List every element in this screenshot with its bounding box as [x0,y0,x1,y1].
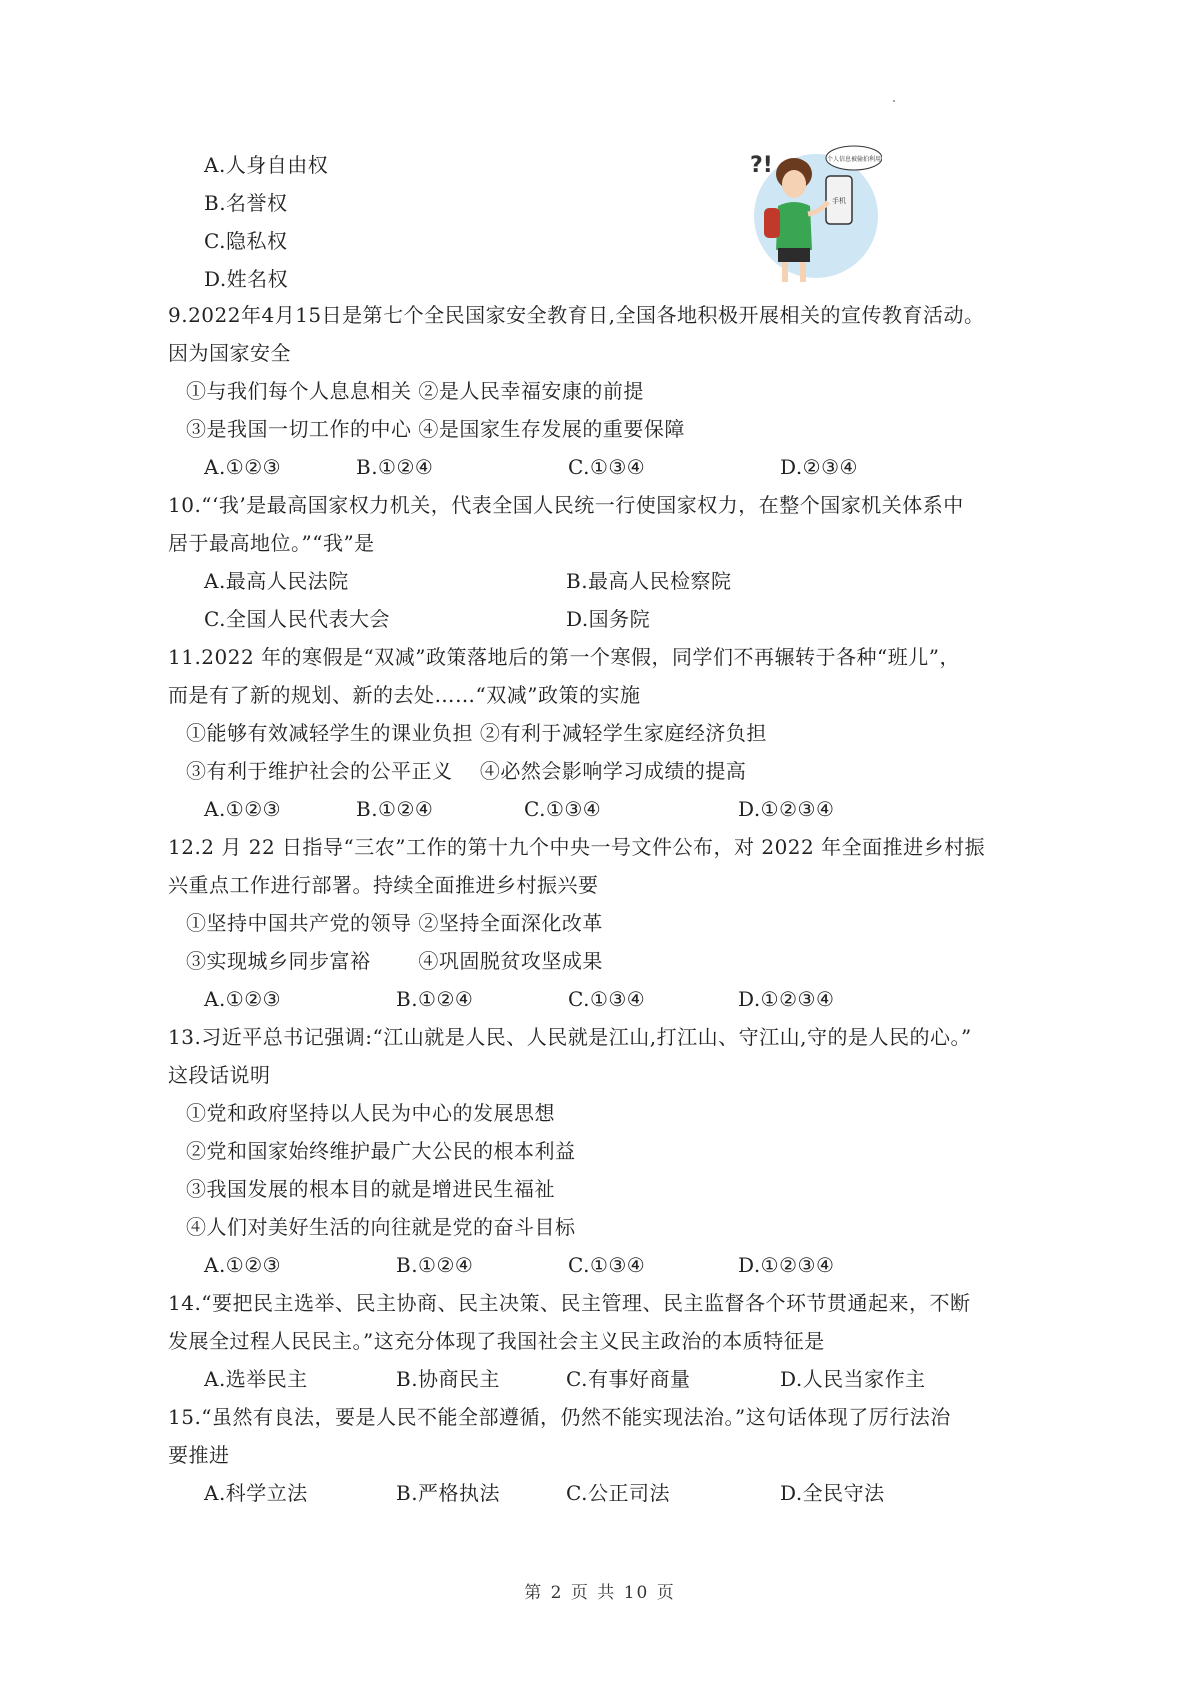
q13-item-1: ①党和政府坚持以人民为中心的发展思想 [186,1101,555,1125]
q12-option-b: B.①②④ [396,987,474,1011]
q11-option-a: A.①②③ [204,797,282,821]
q14-option-b: B.协商民主 [396,1367,501,1391]
q13-option-c: C.①③④ [568,1253,646,1277]
q12-items-line-1: ①坚持中国共产党的领导 ②坚持全面深化改革 [186,911,603,935]
q14-option-d: D.人民当家作主 [780,1367,926,1391]
q14-option-a: A.选举民主 [204,1367,308,1391]
q12-stem-line-2: 兴重点工作进行部署。持续全面推进乡村振兴要 [168,873,599,897]
q10-stem-line-2: 居于最高地位。”“我”是 [168,531,375,555]
q13-option-a: A.①②③ [204,1253,282,1277]
q15-option-c: C.公正司法 [566,1481,670,1505]
q12-items-line-2: ③实现城乡同步富裕 ④巩固脱贫攻坚成果 [186,949,603,973]
page-number-footer: 第 2 页 共 10 页 [524,1583,676,1603]
q10-option-b: B.最高人民检察院 [566,569,732,593]
q9-option-a: A.①②③ [204,455,282,479]
q13-option-b: B.①②④ [396,1253,474,1277]
q13-stem-line-2: 这段话说明 [168,1063,271,1087]
girl-with-phone-illustration [742,138,882,288]
q13-item-3: ③我国发展的根本目的就是增进民生福祉 [186,1177,555,1201]
q15-option-a: A.科学立法 [204,1481,308,1505]
q9-option-b: B.①②④ [356,455,434,479]
q11-items-line-1: ①能够有效减轻学生的课业负担 ②有利于减轻学生家庭经济负担 [186,721,767,745]
q12-option-c: C.①③④ [568,987,646,1011]
question-exclaim-marks: ?! [750,153,773,178]
q10-stem-line-1: 10.“‘我’是最高国家权力机关，代表全国人民统一行使国家权力，在整个国家机关体系中 [168,493,964,517]
q9-stem-line-1: 9.2022年4月15日是第七个全民国家安全教育日,全国各地积极开展相关的宣传教育活动。 [168,303,985,327]
q9-option-d: D.②③④ [780,455,858,479]
q14-stem-line-1: 14.“要把民主选举、民主协商、民主决策、民主管理、民主监督各个环节贯通起来，不断 [168,1291,971,1315]
q10-option-d: D.国务院 [566,607,651,631]
q14-option-c: C.有事好商量 [566,1367,691,1391]
q15-stem-line-2: 要推进 [168,1443,230,1467]
scan-speck [893,100,895,102]
bubble-text: 个人信息被偷拍利用 [826,156,882,163]
q13-item-2: ②党和国家始终维护最广大公民的根本利益 [186,1139,576,1163]
q11-option-b: B.①②④ [356,797,434,821]
q9-items-line-2: ③是我国一切工作的中心 ④是国家生存发展的重要保障 [186,417,685,441]
q9-items-line-1: ①与我们每个人息息相关 ②是人民幸福安康的前提 [186,379,644,403]
q12-option-d: D.①②③④ [738,987,835,1011]
q9-option-c: C.①③④ [568,455,646,479]
q15-option-d: D.全民守法 [780,1481,885,1505]
q15-option-b: B.严格执法 [396,1481,501,1505]
q8-option-c: C.隐私权 [204,229,288,253]
q8-option-d: D.姓名权 [204,267,289,291]
q10-option-c: C.全国人民代表大会 [204,607,390,631]
q14-stem-line-2: 发展全过程人民民主。”这充分体现了我国社会主义民主政治的本质特征是 [168,1329,825,1353]
q13-stem-line-1: 13.习近平总书记强调:“江山就是人民、人民就是江山,打江山、守江山,守的是人民的心。” [168,1025,972,1049]
q15-stem-line-1: 15.“虽然有良法，要是人民不能全部遵循，仍然不能实现法治。”这句话体现了厉行法治 [168,1405,951,1429]
q12-option-a: A.①②③ [204,987,282,1011]
q13-option-d: D.①②③④ [738,1253,835,1277]
phone-screen-text: 手机 [832,197,846,205]
q11-stem-line-2: 而是有了新的规划、新的去处……“双减”政策的实施 [168,683,641,707]
q11-stem-line-1: 11.2022 年的寒假是“双减”政策落地后的第一个寒假，同学们不再辗转于各种“班儿”， [168,645,960,669]
q11-option-c: C.①③④ [524,797,602,821]
q8-option-b: B.名誉权 [204,191,288,215]
q11-items-line-2: ③有利于维护社会的公平正义 ④必然会影响学习成绩的提高 [186,759,747,783]
q13-item-4: ④人们对美好生活的向往就是党的奋斗目标 [186,1215,576,1239]
q10-option-a: A.最高人民法院 [204,569,349,593]
q11-option-d: D.①②③④ [738,797,835,821]
q9-stem-line-2: 因为国家安全 [168,341,291,365]
q12-stem-line-1: 12.2 月 22 日指导“三农”工作的第十九个中央一号文件公布，对 2022 年全面推进乡村振 [168,835,986,859]
q8-option-a: A.人身自由权 [204,153,329,177]
